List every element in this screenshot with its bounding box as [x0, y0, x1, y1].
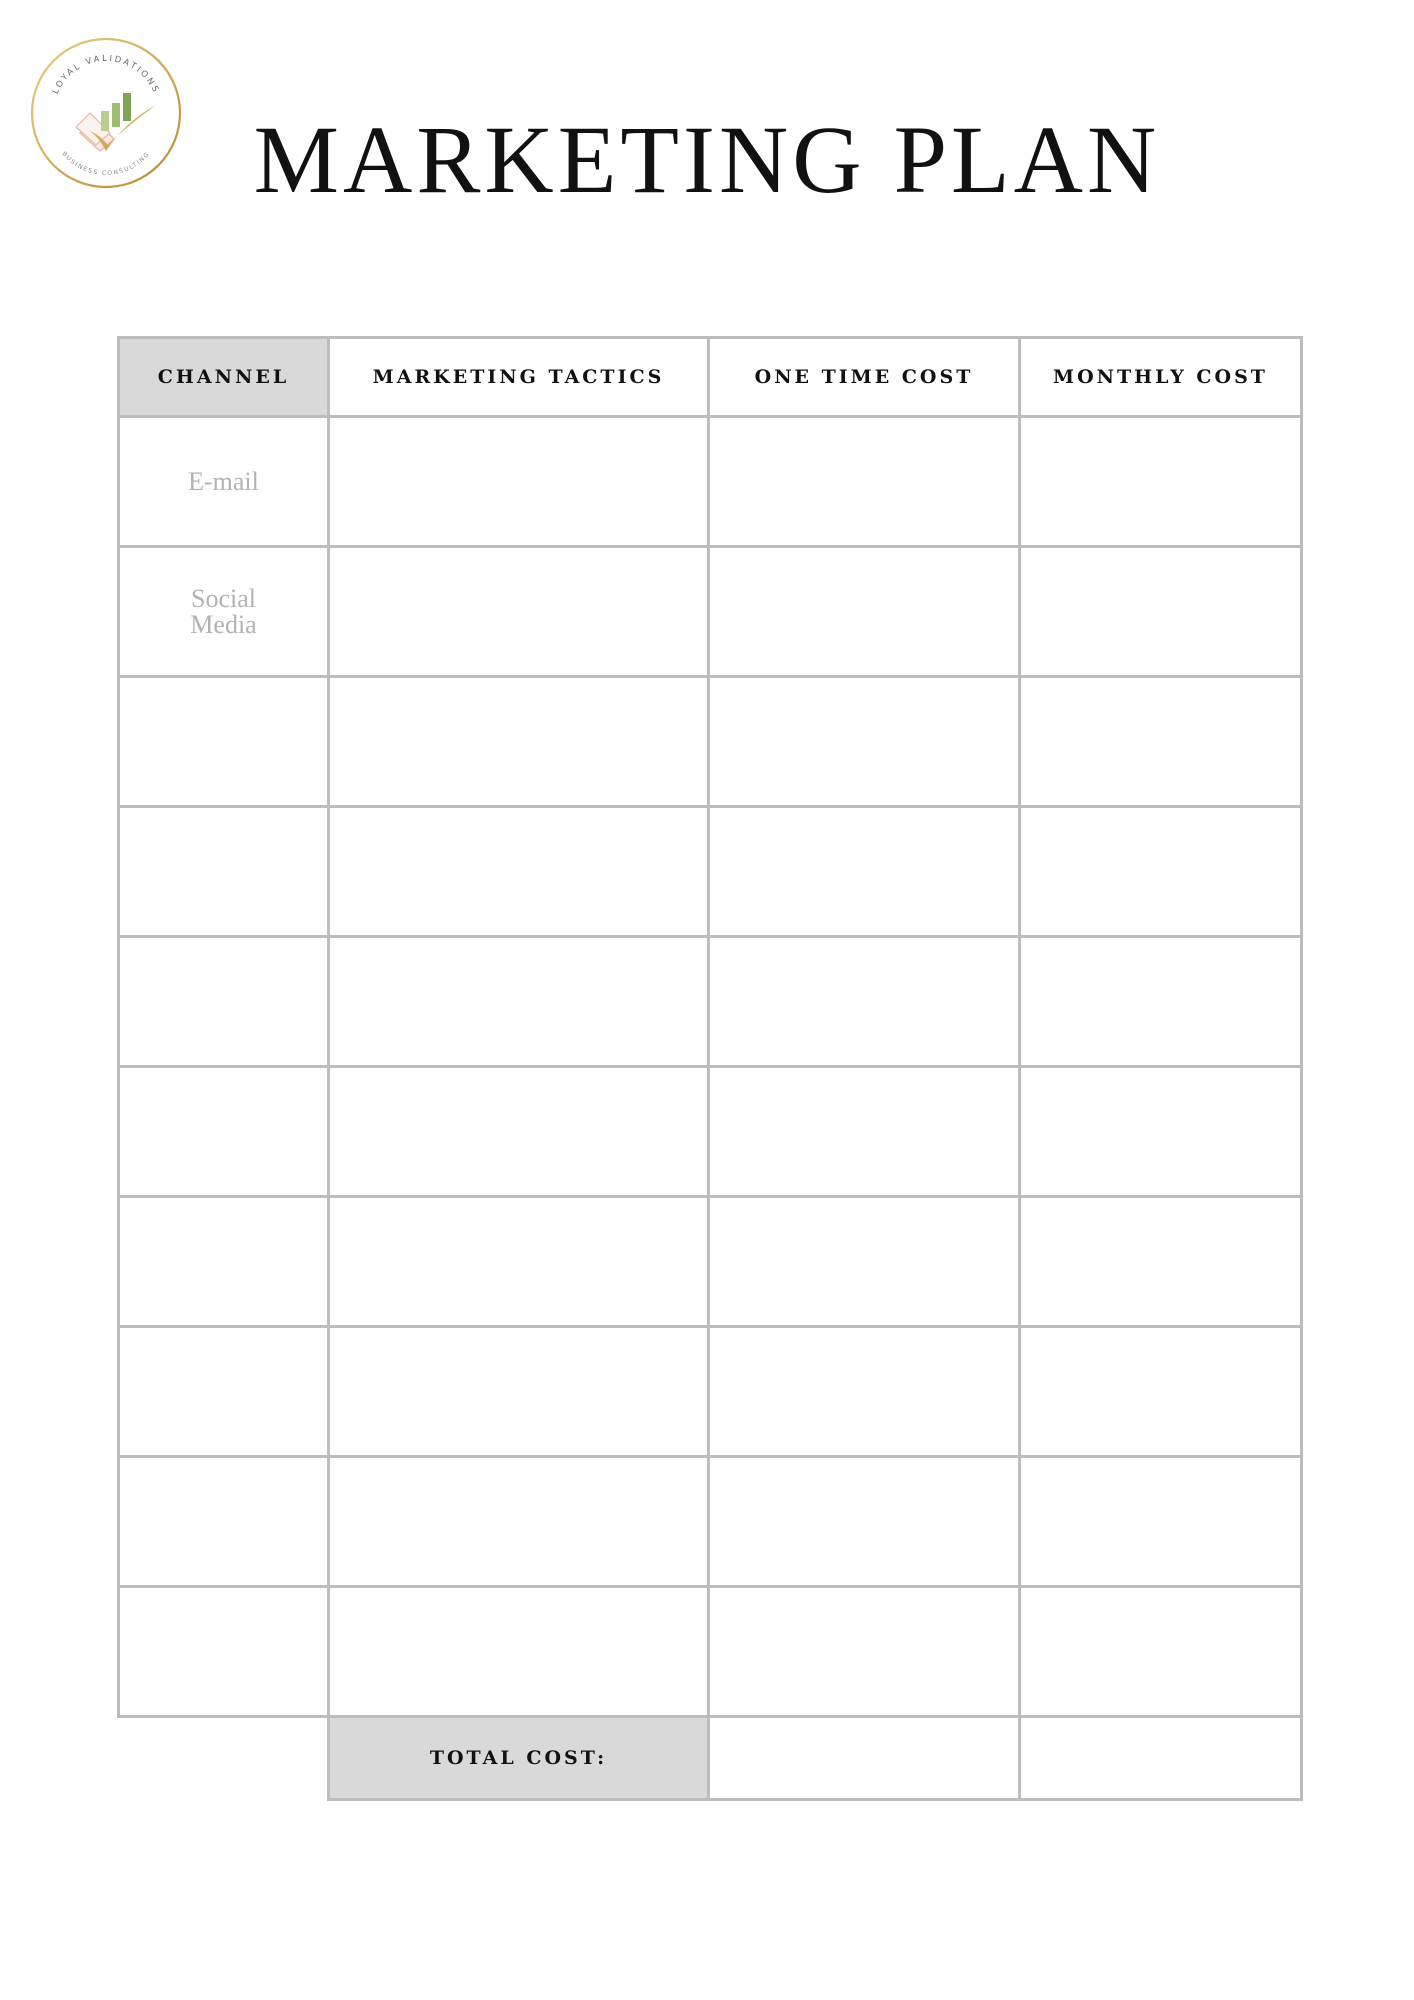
tactics-cell[interactable] [329, 937, 709, 1067]
channel-cell-text: E-mail [188, 466, 259, 496]
tactics-cell[interactable] [329, 1327, 709, 1457]
monthly-cost-cell[interactable] [1020, 807, 1302, 937]
monthly-cost-cell[interactable] [1020, 1197, 1302, 1327]
channel-cell[interactable] [119, 1327, 329, 1457]
channel-cell[interactable] [119, 1457, 329, 1587]
tactics-cell[interactable] [329, 417, 709, 547]
tactics-cell[interactable] [329, 807, 709, 937]
monthly-cost-cell[interactable] [1020, 1587, 1302, 1717]
table-header-row [119, 338, 1302, 417]
one-time-cost-cell[interactable] [709, 1197, 1020, 1327]
one-time-cost-cell[interactable] [709, 677, 1020, 807]
tactics-cell[interactable] [329, 547, 709, 677]
logo-ring-text-bottom: BUSINESS CONSULTING [60, 150, 152, 178]
channel-cell[interactable] [119, 417, 329, 547]
total-monthly-cost-cell[interactable] [1020, 1717, 1302, 1800]
table-row [119, 547, 1302, 677]
tactics-cell[interactable] [329, 1587, 709, 1717]
logo-ring-text-top: LOYAL VALIDATIONS [50, 53, 162, 96]
page-title: MARKETING PLAN [253, 106, 1161, 213]
marketing-plan-table [117, 336, 1303, 1801]
table-row [119, 937, 1302, 1067]
one-time-cost-cell[interactable] [709, 807, 1020, 937]
table-row [119, 417, 1302, 547]
tactics-cell[interactable] [329, 1197, 709, 1327]
header-one-time-cost: ONE TIME COST [709, 338, 1020, 417]
table-row [119, 1587, 1302, 1717]
one-time-cost-cell[interactable] [709, 547, 1020, 677]
table-row [119, 1197, 1302, 1327]
monthly-cost-cell[interactable] [1020, 677, 1302, 807]
channel-cell[interactable] [119, 1067, 329, 1197]
channel-cell[interactable] [119, 547, 329, 677]
header-marketing-tactics: MARKETING TACTICS [329, 338, 709, 417]
one-time-cost-cell[interactable] [709, 1587, 1020, 1717]
channel-cell-text: Social Media [190, 583, 257, 639]
one-time-cost-cell[interactable] [709, 1457, 1020, 1587]
monthly-cost-cell[interactable] [1020, 417, 1302, 547]
total-cost-label: TOTAL COST: [329, 1717, 709, 1800]
one-time-cost-cell[interactable] [709, 937, 1020, 1067]
table-row [119, 1457, 1302, 1587]
table-row [119, 1327, 1302, 1457]
channel-cell[interactable] [119, 807, 329, 937]
header-monthly-cost: MONTHLY COST [1020, 338, 1302, 417]
table-row [119, 1067, 1302, 1197]
channel-cell[interactable] [119, 937, 329, 1067]
tactics-cell[interactable] [329, 1457, 709, 1587]
monthly-cost-cell[interactable] [1020, 1067, 1302, 1197]
tactics-cell[interactable] [329, 1067, 709, 1197]
channel-cell[interactable] [119, 1197, 329, 1327]
total-row-spacer [119, 1717, 329, 1800]
table-row [119, 677, 1302, 807]
total-one-time-cost-cell[interactable] [709, 1717, 1020, 1800]
monthly-cost-cell[interactable] [1020, 937, 1302, 1067]
monthly-cost-cell[interactable] [1020, 1327, 1302, 1457]
total-row [119, 1717, 1302, 1800]
tactics-cell[interactable] [329, 677, 709, 807]
channel-cell[interactable] [119, 1587, 329, 1717]
monthly-cost-cell[interactable] [1020, 1457, 1302, 1587]
monthly-cost-cell[interactable] [1020, 547, 1302, 677]
one-time-cost-cell[interactable] [709, 417, 1020, 547]
channel-cell[interactable] [119, 677, 329, 807]
header-channel: CHANNEL [119, 338, 329, 417]
table-row [119, 807, 1302, 937]
one-time-cost-cell[interactable] [709, 1067, 1020, 1197]
one-time-cost-cell[interactable] [709, 1327, 1020, 1457]
